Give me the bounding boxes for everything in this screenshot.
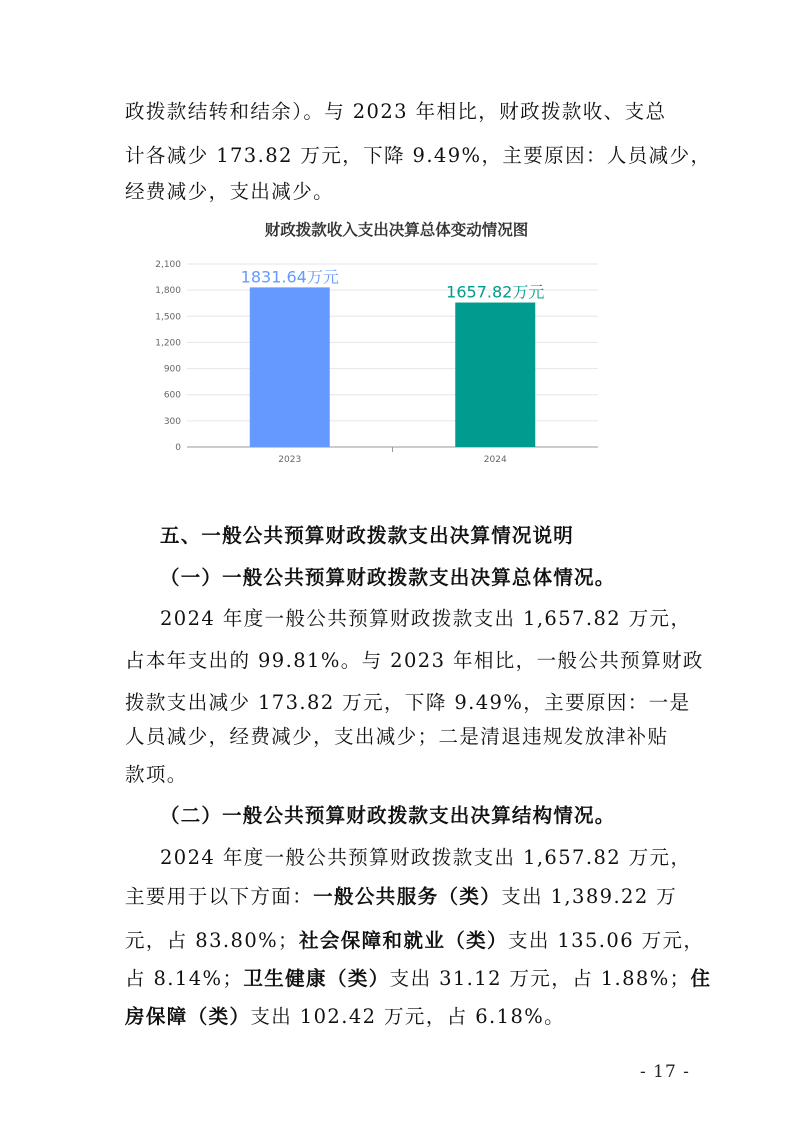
category-housing-start: 住 (690, 967, 712, 990)
section-5-title: 五、一般公共预算财政拨款支出决算情况说明 (160, 524, 575, 547)
chart-title: 财政拨款收入支出决算总体变动情况图 (264, 221, 529, 239)
chart-bars (250, 287, 536, 447)
x-tick-label: 2023 (278, 455, 302, 465)
y-tick-label: 1,200 (155, 338, 181, 349)
intro-line-2: 计各减少 173.82 万元，下降 9.49%，主要原因：人员减少， (125, 144, 712, 167)
sub1-line-5: 款项。 (125, 763, 188, 786)
intro-line-3: 经费减少，支出减少。 (125, 180, 335, 203)
data-label: 1831.64万元 (240, 267, 339, 287)
sub2-line-4-a: 占 8.14%； (125, 967, 244, 990)
bar-2024 (455, 303, 535, 447)
intro-line-1: 政拨款结转和结余）。与 2023 年相比，财政拨款收、支总 (125, 100, 667, 123)
category-general-public-service: 一般公共服务（类） (313, 885, 502, 908)
data-label: 1657.82万元 (446, 282, 545, 302)
sub1-line-1: 2024 年度一般公共预算财政拨款支出 1,657.82 万元， (160, 607, 692, 630)
y-tick-label: 1,800 (155, 286, 181, 297)
category-social-security: 社会保障和就业（类） (298, 929, 508, 952)
chart-x-ticks (278, 455, 507, 465)
x-tick-label: 2024 (483, 455, 507, 465)
sub2-line-3-a: 元，占 83.80%； (125, 929, 299, 952)
sub2-line-3 (125, 929, 704, 953)
sub2-line-4-c: 支出 31.12 万元，占 1.88%； (389, 967, 691, 990)
y-tick-label: 600 (163, 390, 181, 401)
y-tick-label: 300 (163, 416, 181, 427)
y-tick-label: 900 (163, 364, 181, 375)
y-tick-label: 2,100 (155, 260, 181, 270)
category-health: 卫生健康（类） (243, 967, 390, 990)
sub1-line-4: 人员减少，经费减少，支出减少；二是清退违规发放津补贴 (125, 725, 669, 748)
y-tick-label: 1,500 (155, 312, 181, 323)
chart-y-ticks (155, 260, 181, 453)
bar-2023 (250, 287, 330, 447)
bar-chart (0, 0, 793, 480)
sub2-line-2 (125, 885, 677, 909)
sub2-line-5-b: 支出 102.42 万元，占 6.18%。 (250, 1005, 566, 1028)
page-number: - 17 - (640, 1062, 690, 1082)
sub2-line-4 (125, 967, 711, 991)
sub2-line-3-c: 支出 135.06 万元， (507, 929, 705, 952)
sub2-line-2-c: 支出 1,389.22 万 (501, 885, 678, 908)
subsection-2-title: （二）一般公共预算财政拨款支出决算结构情况。 (160, 804, 616, 827)
subsection-1-title: （一）一般公共预算财政拨款支出决算总体情况。 (160, 566, 616, 589)
category-housing: 房保障（类） (125, 1005, 251, 1028)
sub2-line-2-a: 主要用于以下方面： (125, 885, 314, 908)
sub1-line-2: 占本年支出的 99.81%。与 2023 年相比，一般公共预算财政 (125, 649, 704, 672)
y-tick-label: 0 (175, 443, 181, 453)
sub2-line-1: 2024 年度一般公共预算财政拨款支出 1,657.82 万元， (160, 846, 692, 869)
sub2-line-5 (125, 1005, 565, 1029)
sub1-line-3: 拨款支出减少 173.82 万元，下降 9.49%，主要原因：一是 (125, 691, 691, 714)
